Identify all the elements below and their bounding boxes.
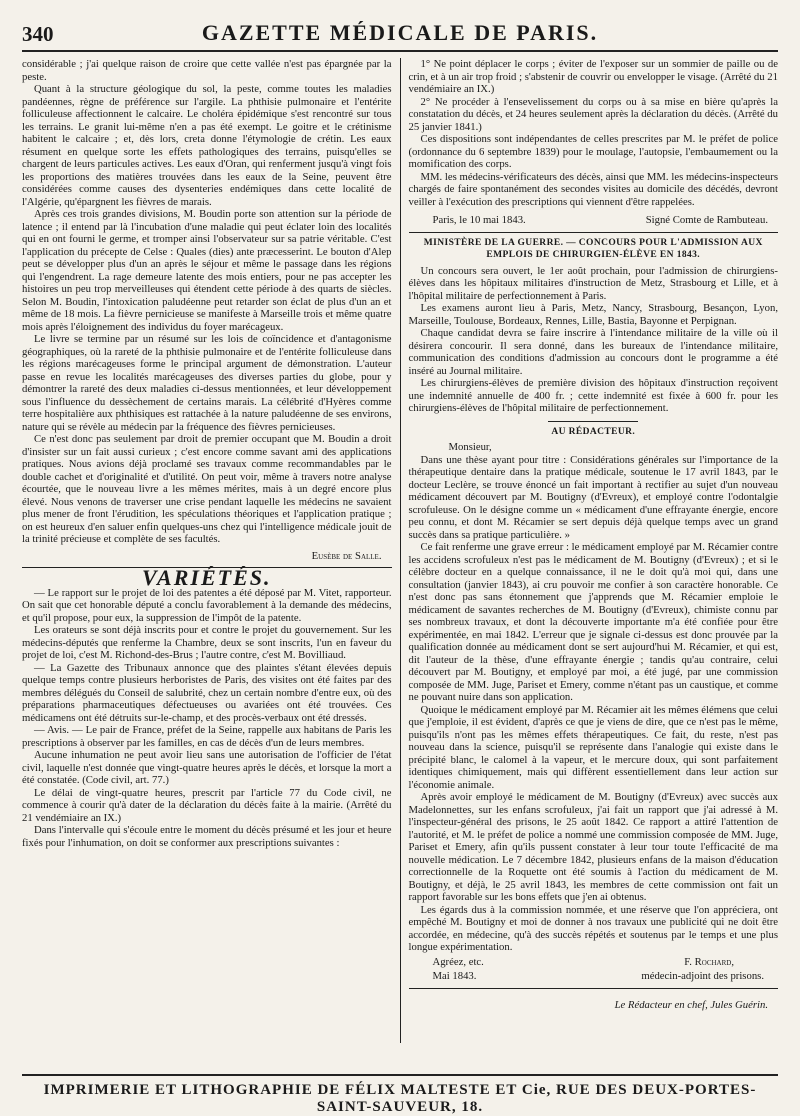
- paragraph: considérable ; j'ai quelque raison de croire que cette vallée n'est pas épargnée par la peste.: [22, 58, 392, 83]
- paragraph: Un concours sera ouvert, le 1er août prochain, pour l'admission de chirurgiens-élèves dans les hôpitaux militaires d'instruction de Metz, Strasbourg et Lille, et à l'hôpital militaire de perfectionnement à Paris.: [408, 264, 778, 302]
- article-signature: Eusèbe de Salle.: [311, 549, 382, 562]
- salutation: Monsieur,: [448, 441, 492, 453]
- paragraph: — Avis. — Le pair de France, préfet de la Seine, rappelle aux habitans de Paris les prescriptions à observer par les familles, en cas de décès d'un de leurs membres.: [22, 724, 392, 749]
- paragraph: Ce fait renferme une grave erreur : le médicament employé par M. Récamier contre les accidens scrofuleux n'est pas le médicament de M. Boutigny (d'Evreux) ; et si le célèbre docteur en a quelque connaissance, il ne le doit qu'à moi qui, dans une consultation (janvier 1843), ai cru pouvoir me confier à son caractère honorable. Ce n'est donc pas sans étonnement que j'apprends que M. Récamier emploie le médicament de savantes recherches de M. Boutigny (d'Evreux), chimiste connu par ses nombreux travaux, et dont la découverte importante m'a été confiée pour être expérimentée, en mai 1842. L'erreur que je signale ci-dessus est donc prouvée par la qualification donnée au médicament dont se sert aujourd'hui M. Récamier, et qui est, dit l'auteur de la thèse, d'une effrayante énergie ; tandis qu'au contraire, celui découvert par M. Boutigny, et employé par moi, a été jugé, par une commission composée de MM. Juge, Pariset et Emery, comme n'étant pas un caustique, et comme ne pouvant nuire dans son application.: [408, 541, 778, 703]
- paragraph: Après avoir employé le médicament de M. Boutigny (d'Evreux) avec succès aux Madelonnettes, sur les enfans scrofuleux, j'ai fait un rapport que j'ai adressé à M. l'inspecteur-général des prisons, le 25 août 1842. Ce rapport a attiré l'attention de l'autorité, et M. le préfet de police a nommé une commission composée de MM. Juge, Pariset et Emery, afin qu'ils pussent constater à leur tour toute l'efficacité de ma nouvelle médication. Le 7 décembre 1842, plusieurs enfans de la maison d'éducation correctionnelle de la Roquette ont été soumis à l'action du médicament de M. Boutigny, et déjà, le 25 avril 1843, les membres de cette commission ont fait un rapport favorable sur les bons effets que j'en ai obtenus.: [408, 791, 778, 903]
- paragraph: Dans une thèse ayant pour titre : Considérations générales sur l'importance de la thérapeutique dentaire dans la pratique médicale, soutenue le 17 avril 1843, par le docteur Leclère, se trouve énoncé un fait important à rectifier au sujet d'un nouveau médicament découvert par M. Boutigny (d'Evreux), et employé contre l'odontalgie scrofuleuse. On le désigne comme un « médicament d'une effrayante énergie, encore peu connu, et dont M. Récamier se sert depuis déjà quelque temps avec un grand succès dans sa pratique particulière. »: [408, 453, 778, 541]
- paragraph: Ces dispositions sont indépendantes de celles prescrites par M. le préfet de police (ordonnance du 6 septembre 1839) pour le moulage, l'autopsie, l'embaumement ou la momification des corps.: [408, 133, 778, 170]
- paragraph: Quant à la structure géologique du sol, la peste, comme toutes les maladies pandéennes, règne de préférence sur l'argile. La phthisie pulmonaire et l'entérite folliculeuse affectionnent le calcaire. Le choléra épidémique s'est rencontré sur tous les terrains. Le granit lui-même n'en a pas été exempt. Le goitre et le crétinisme habitent le calcaire ; et, dès lors, creta donne l'étymologie de crétin. Les eaux résument en quelque sorte les effets pathologiques des terrains, puisqu'elles se chargent de leurs particules actives. Les eaux d'Oran, qui renferment jusqu'à vingt fois les proportions des matières trouvées dans les eaux de la Seine, peuvent être considérées comme causes des dysenteries endémiques dans cette localité de l'Algérie, qu'épargnent les fièvres de marais.: [22, 83, 392, 208]
- paragraph: Chaque candidat devra se faire inscrire à l'intendance militaire de la ville où il désirera concourir. Il sera donné, dans les bureaux de l'intendance militaire, communication des conditions d'admission au concours dont le programme a été inséré au Journal militaire.: [408, 327, 778, 377]
- redacteur-heading: AU RÉDACTEUR.: [551, 426, 636, 437]
- decree-signature: Signé Comte de Rambuteau.: [645, 214, 768, 226]
- letter-date: Mai 1843.: [432, 970, 477, 982]
- masthead: [22, 16, 778, 52]
- paragraph: Le délai de vingt-quatre heures, prescrit par l'article 77 du Code civil, ne commence à courir qu'à dater de la déclaration du décès faite à la mairie. (Arrêté du 21 vendémiaire an IX.): [22, 786, 392, 824]
- paragraph: 1° Ne point déplacer le corps ; éviter de l'exposer sur un sommier de paille ou de crin, et à un air trop froid ; s'abstenir de couvrir ou envelopper le visage. (Arrêté du 21 vendémiaire an IX.): [408, 58, 778, 95]
- paragraph: Aucune inhumation ne peut avoir lieu sans une autorisation de l'officier de l'état civil, laquelle n'est donnée que vingt-quatre heures après le décès, et lorsque la mort a été constatée. (Code civil, art. 77.): [22, 749, 392, 786]
- editor-line: Le Rédacteur en chef, Jules Guérin.: [614, 998, 768, 1011]
- ministere-heading: MINISTÈRE DE LA GUERRE. — CONCOURS POUR L'ADMISSION AUX EMPLOIS DE CHIRURGIEN-ÉLÈVE EN 1843.: [423, 237, 763, 260]
- paragraph: Les chirurgiens-élèves de première division des hôpitaux d'instruction reçoivent une indemnité annuelle de 400 fr. ; cette indemnité est fixée à 600 fr. pour les chirurgiens-élèves de l'hôpital militaire de perfectionnement.: [408, 377, 778, 414]
- paragraph: Quoique le médicament employé par M. Récamier ait les mêmes élémens que celui que j'emploie, il est évident, d'après ce que je viens de dire, que ce n'est pas le même, puisqu'ils n'ont pas les mêmes effets thérapeutiques. Ce fait, du reste, n'est pas nouveau dans la science, puisqu'il se représente dans l'analogie qui existe dans le précipité blanc, le calomel à la vapeur, et le mercure doux, qui sont parfaitement identiques chimiquement, mais qui diffèrent essentiellement dans leur action sur l'économie animale.: [408, 703, 778, 791]
- short-divider: [548, 421, 638, 422]
- columns: [22, 58, 778, 1043]
- varietes-title: VARIÉTÉS.: [142, 565, 272, 590]
- paragraph: Après ces trois grandes divisions, M. Boudin porte son attention sur la période de latence ; il entend par là l'incubation d'une maladie qui peut éclater loin des localités qui en ont fourni le germe, et tromper ainsi l'observateur sur sa patrie véritable. C'est l'application du précepte de Celse : Quales (dies) ante præcesserint. Le bouton d'Alep peut se développer plus d'un an après le séjour et même le passage dans les régions qui l'engendrent. La rage demeure latente des mois entiers, pour ne pas accepter les histoires un peu trop merveilleuses qui étendent cette période à des quarts de siècles. Selon M. Boudin, l'intoxication paludéenne peut retarder son éclat de plus d'un an et même de 18 mois. La fièvre pernicieuse se manifeste à Marseille trois et même quatre mois après l'éloignement des individus du foyer marécageux.: [22, 208, 392, 333]
- paragraph: — Le rapport sur le projet de loi des patentes a été déposé par M. Vitet, rapporteur. On sait que cet honorable député a conclu favorablement à la demande des médecins, et qu'il propose, pour eux, la suppression de l'impôt de la patente.: [22, 586, 392, 624]
- paragraph: Le livre se termine par un résumé sur les lois de coïncidence et d'antagonisme géographiques, où la rareté de la phthisie pulmonaire et de l'entérite folliculeuse dans les régions marécageuses forme le principal argument de démonstration. L'auteur passe en revue les localités marécageuses des diverses parties du globe, pour y démontrer la rareté des deux maladies ci-dessus mentionnées, et leur développement sous l'influence du dessèchement de certains marais. La célébrité d'Hyères comme terre hospitalière aux phthisiques est rattachée à la nature paludéenne de ses environs, nature qui se révèle au médecin par la fréquence des fièvres pernicieuses.: [22, 333, 392, 433]
- left-column: [22, 58, 400, 1043]
- printer-imprint: IMPRIMERIE ET LITHOGRAPHIE DE FÉLIX MALTESTE ET Cie, RUE DES DEUX-PORTES-SAINT-SAUVEUR, 18.: [22, 1074, 778, 1116]
- paragraph: MM. les médecins-vérificateurs des décès, ainsi que MM. les médecins-inspecteurs chargés de faire spontanément des secondes visites au domicile des décédés, devront veiller à l'exécution des prescriptions qui viennent d'être rappelées.: [408, 170, 778, 208]
- section-divider: [409, 988, 779, 989]
- paragraph: 2° Ne procéder à l'ensevelissement du corps ou à sa mise en bière qu'après la constatation du décès, et 24 heures seulement après la déclaration du décès. (Arrêté du 25 janvier 1841.): [408, 95, 778, 133]
- closing: Agréez, etc.: [432, 955, 484, 968]
- paragraph: Les égards dus à la commission nommée, et une réserve que l'on appréciera, ont empêché M. Boutigny et moi de donner à nos travaux une publicité qui ne doit être accordée, en médecine, qu'à des succès répétés et soutenus par le temps et une plus longue expérimentation.: [408, 903, 778, 953]
- signer-name: F. Rochard,: [684, 955, 734, 968]
- decree-date: Paris, le 10 mai 1843.: [432, 214, 526, 226]
- paragraph: Ce n'est donc pas seulement par droit de premier occupant que M. Boudin a droit d'insister sur un fait aussi curieux ; c'est encore comme savant ami des applications pratiques. Nous avions déjà proclamé ses travaux comme recommandables par le double cachet et d'originalité et d'utilité. On peut voir, même à travers notre analyse écourtée, que le nouveau livre a les mêmes mérites, mais à un degré encore plus élevé. Nous venons de traverser une crise pendant laquelle les médecins ne savaient plus mener de front l'érudition, les spéculations théoriques et l'application pratique ; on est heureux d'en saluer enfin quelques-uns chez qui l'intelligence médicale jouit de la trinité précieuse et complète de ses facultés.: [22, 433, 392, 545]
- date-title-line: [409, 970, 779, 983]
- decree-date-line: [409, 214, 779, 227]
- page-number: 340: [22, 22, 54, 46]
- journal-title: GAZETTE MÉDICALE DE PARIS.: [201, 20, 599, 45]
- closing-line: [409, 956, 779, 969]
- paragraph: Dans l'intervalle qui s'écoule entre le moment du décès présumé et les jour et heure fixés pour l'inhumation, on doit se conformer aux prescriptions suivantes :: [22, 824, 392, 849]
- section-divider: [409, 232, 779, 233]
- paragraph: Les examens auront lieu à Paris, Metz, Nancy, Strasbourg, Besançon, Lyon, Marseille, Toulouse, Bordeaux, Rennes, Lille, Bastia, Bayonne et Perpignan.: [408, 302, 778, 327]
- paragraph: — La Gazette des Tribunaux annonce que des plaintes s'étant élevées depuis quelque temps contre plusieurs herboristes de Paris, des visites ont été faites par des membres délégués du Conseil de salubrité, chez un certain nombre d'entre eux, où des préparations pharmaceutiques défectueuses ou avariées ont été trouvées. Ces médicamens ont été détruits sur-le-champ, et des procès-verbaux ont été dressés.: [22, 661, 392, 724]
- right-column: [400, 58, 779, 1043]
- paragraph: Les orateurs se sont déjà inscrits pour et contre le projet du gouvernement. Sur les médecins-députés que renferme la Chambre, deux se sont inscrits, l'un en faveur du projet de loi, c'est M. Richond-des-Brus ; l'autre contre, c'est M. Bovilliaud.: [22, 624, 392, 661]
- signer-title: médecin-adjoint des prisons.: [641, 970, 764, 982]
